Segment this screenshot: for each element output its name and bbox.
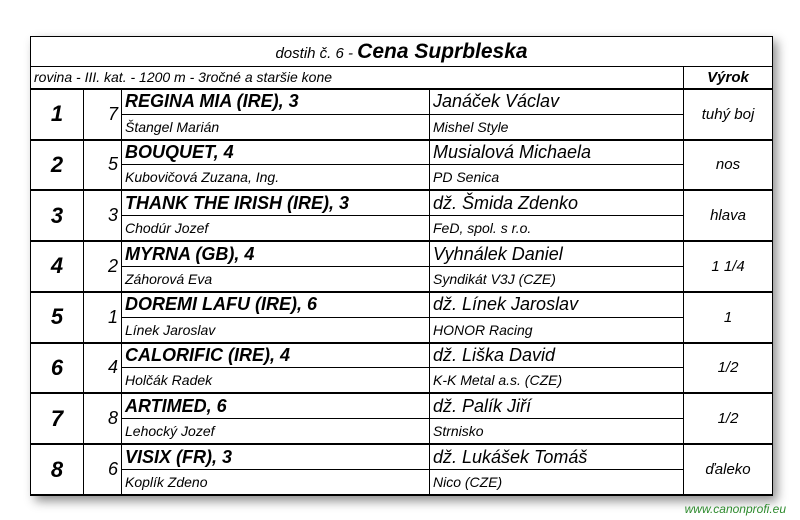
watermark: www.canonprofi.eu <box>684 502 786 516</box>
entry-subrow <box>31 317 773 342</box>
entry-horse: MYRNA (GB), 4 <box>122 241 430 266</box>
entry-trainer: Koplík Zdeno <box>122 469 430 495</box>
entry-owner: Strnisko <box>430 419 684 444</box>
results-card <box>30 36 772 496</box>
entry-owner: HONOR Racing <box>430 317 684 342</box>
entry-row <box>31 292 773 317</box>
entry-horse: DOREMI LAFU (IRE), 6 <box>122 292 430 317</box>
race-title-row <box>31 37 773 67</box>
entry-jockey: dž. Šmida Zdenko <box>430 190 684 215</box>
entry-result: 1 <box>684 292 773 343</box>
entry-number: 1 <box>84 292 122 343</box>
entry-number: 8 <box>84 393 122 444</box>
entry-trainer: Holčák Radek <box>122 368 430 393</box>
entry-place: 4 <box>31 241 84 292</box>
entry-row <box>31 343 773 368</box>
entry-subrow <box>31 165 773 190</box>
entry-jockey: dž. Liška David <box>430 343 684 368</box>
entry-place: 3 <box>31 190 84 241</box>
entry-horse: ARTIMED, 6 <box>122 393 430 418</box>
entry-horse: REGINA MIA (IRE), 3 <box>122 89 430 114</box>
entry-trainer: Kubovičová Zuzana, Ing. <box>122 165 430 190</box>
entry-horse: BOUQUET, 4 <box>122 140 430 165</box>
entry-trainer: Štangel Marián <box>122 114 430 139</box>
entry-owner: FeD, spol. s r.o. <box>430 216 684 241</box>
entry-subrow <box>31 419 773 444</box>
entry-number: 5 <box>84 140 122 191</box>
entry-subrow <box>31 216 773 241</box>
entry-trainer: Záhorová Eva <box>122 266 430 291</box>
entry-horse: THANK THE IRISH (IRE), 3 <box>122 190 430 215</box>
entry-result: hlava <box>684 190 773 241</box>
entry-subrow <box>31 266 773 291</box>
entry-number: 4 <box>84 343 122 394</box>
entry-subrow <box>31 469 773 495</box>
entry-place: 1 <box>31 89 84 140</box>
entry-result: 1/2 <box>684 343 773 394</box>
race-name: Cena Suprbleska <box>357 39 528 63</box>
entry-jockey: dž. Línek Jaroslav <box>430 292 684 317</box>
race-results-table <box>30 36 773 496</box>
entry-owner: Syndikát V3J (CZE) <box>430 266 684 291</box>
entry-result: 1/2 <box>684 393 773 444</box>
entry-place: 6 <box>31 343 84 394</box>
entry-row <box>31 140 773 165</box>
entry-place: 5 <box>31 292 84 343</box>
entry-horse: CALORIFIC (IRE), 4 <box>122 343 430 368</box>
entry-result: ďaleko <box>684 444 773 495</box>
entry-trainer: Línek Jaroslav <box>122 317 430 342</box>
entry-row <box>31 241 773 266</box>
entry-number: 3 <box>84 190 122 241</box>
entry-owner: Mishel Style <box>430 114 684 139</box>
entry-horse: VISIX (FR), 3 <box>122 444 430 469</box>
entry-place: 8 <box>31 444 84 495</box>
entry-jockey: Musialová Michaela <box>430 140 684 165</box>
entry-result: nos <box>684 140 773 191</box>
entry-owner: PD Senica <box>430 165 684 190</box>
entry-row <box>31 393 773 418</box>
entry-number: 2 <box>84 241 122 292</box>
entry-result: 1 1/4 <box>684 241 773 292</box>
entry-place: 7 <box>31 393 84 444</box>
entry-owner: Nico (CZE) <box>430 469 684 495</box>
entry-owner: K-K Metal a.s. (CZE) <box>430 368 684 393</box>
entry-subrow <box>31 368 773 393</box>
entry-row <box>31 190 773 215</box>
entry-result: tuhý boj <box>684 89 773 140</box>
entry-row <box>31 89 773 114</box>
entry-jockey: dž. Palík Jiří <box>430 393 684 418</box>
entry-jockey: Vyhnálek Daniel <box>430 241 684 266</box>
race-prefix: dostih č. 6 - <box>275 44 358 62</box>
result-column-header: Výrok <box>684 67 773 89</box>
entry-trainer: Lehocký Jozef <box>122 419 430 444</box>
entry-row <box>31 444 773 469</box>
entry-trainer: Chodúr Jozef <box>122 216 430 241</box>
entry-jockey: dž. Lukášek Tomáš <box>430 444 684 469</box>
race-info-row <box>31 67 773 89</box>
race-title <box>31 37 773 67</box>
entry-subrow <box>31 114 773 139</box>
entry-number: 6 <box>84 444 122 495</box>
race-conditions: rovina - III. kat. - 1200 m - 3ročné a staršie kone <box>31 67 684 89</box>
entry-place: 2 <box>31 140 84 191</box>
entry-jockey: Janáček Václav <box>430 89 684 114</box>
entry-number: 7 <box>84 89 122 140</box>
